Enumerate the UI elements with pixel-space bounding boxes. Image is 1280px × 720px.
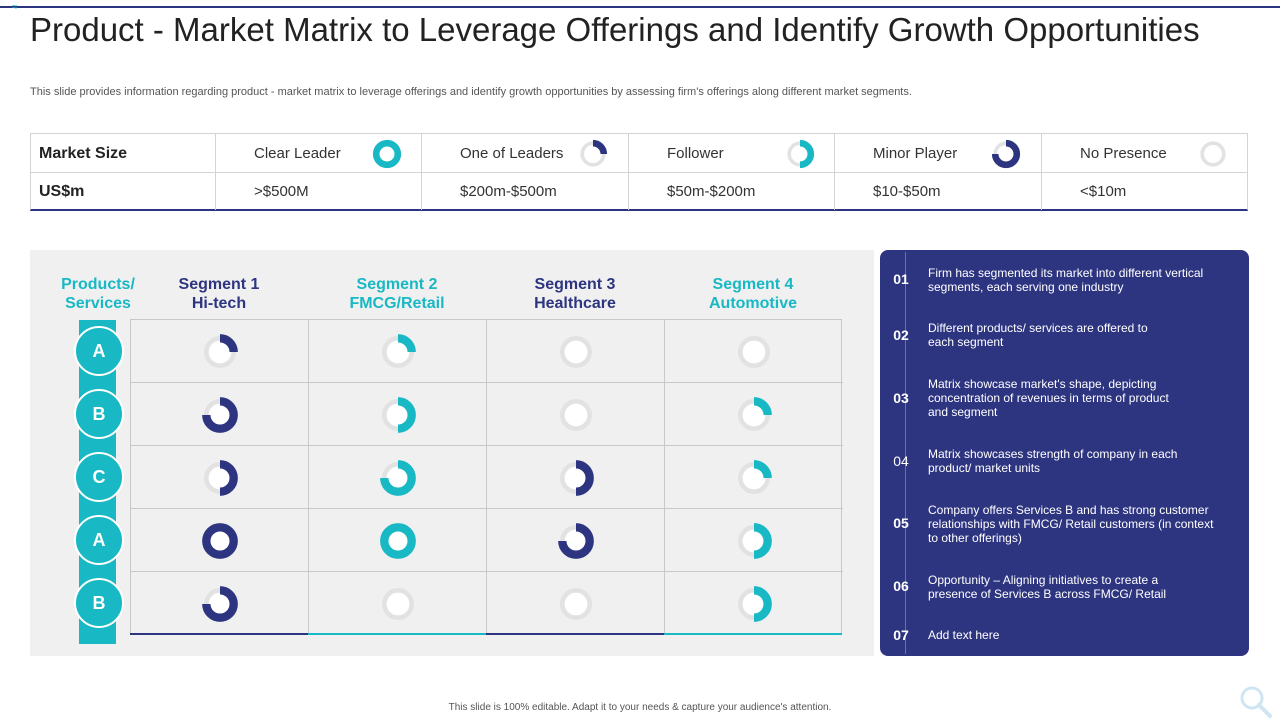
strength-ring-icon bbox=[735, 585, 773, 623]
market-value-cell bbox=[422, 172, 629, 210]
note-text: Company offers Services B and has strong customer relationships with FMCG/ Retail customers (in context to other offerings) bbox=[928, 503, 1214, 545]
market-col-no-presence bbox=[1042, 134, 1247, 172]
strength-ring-icon bbox=[201, 459, 239, 497]
segment-header-line1: Segment 1 bbox=[178, 276, 260, 293]
matrix-cell bbox=[131, 320, 309, 383]
market-value: <$10m bbox=[1080, 183, 1127, 200]
segment-header-line1: Segment 4 bbox=[712, 276, 794, 293]
strength-ring-icon bbox=[201, 522, 239, 560]
market-size-label-cell bbox=[31, 134, 216, 172]
market-col-name: One of Leaders bbox=[460, 145, 564, 162]
segment-header-line1: Segment 3 bbox=[534, 276, 616, 293]
segment-3-header bbox=[486, 275, 664, 313]
segment-1-baseline bbox=[130, 633, 308, 635]
segment-4-header bbox=[664, 275, 842, 313]
note-text: Different products/ services are offered to each segment bbox=[928, 321, 1148, 349]
matrix-cell bbox=[665, 446, 843, 509]
matrix-cell bbox=[131, 383, 309, 446]
footer-note: This slide is 100% editable. Adapt it to your needs & capture your audience's attention. bbox=[448, 702, 832, 713]
three-quarter-ring-navy-icon bbox=[991, 139, 1021, 169]
strength-ring-icon bbox=[379, 396, 417, 434]
segment-header-line2: Automotive bbox=[709, 295, 797, 312]
matrix-cell bbox=[487, 572, 665, 635]
matrix-cell bbox=[665, 572, 843, 635]
note-text: Opportunity – Aligning initiatives to create a presence of Services B across FMCG/ Retail bbox=[928, 573, 1167, 601]
note-text: Add text here bbox=[928, 628, 1000, 642]
market-value-label: US$m bbox=[39, 183, 85, 200]
market-col-follower bbox=[629, 134, 835, 172]
segment-2-header bbox=[308, 275, 486, 313]
empty-ring-icon bbox=[557, 396, 595, 434]
segment-header-line2: Healthcare bbox=[534, 295, 616, 312]
full-ring-teal-icon bbox=[372, 139, 402, 169]
strength-ring-icon bbox=[379, 459, 417, 497]
matrix-cell bbox=[309, 572, 487, 635]
market-col-name: Clear Leader bbox=[254, 145, 341, 162]
strength-ring-icon bbox=[557, 459, 595, 497]
market-value-label-cell bbox=[31, 172, 216, 210]
note-number: 02 bbox=[893, 327, 909, 343]
note-number: 05 bbox=[893, 515, 909, 531]
empty-ring-icon bbox=[557, 333, 595, 371]
market-col-name: Minor Player bbox=[873, 145, 958, 162]
note-number: 06 bbox=[893, 578, 909, 594]
empty-ring-icon bbox=[379, 585, 417, 623]
products-services-header: Products/ Services bbox=[61, 276, 135, 312]
top-rule bbox=[0, 6, 1280, 8]
note-text: Firm has segmented its market into different vertical segments, each serving one industry bbox=[928, 266, 1204, 294]
note-number: 04 bbox=[893, 453, 909, 469]
matrix-cell bbox=[131, 446, 309, 509]
matrix-cell bbox=[131, 572, 309, 635]
matrix-cell bbox=[487, 446, 665, 509]
strength-ring-icon bbox=[735, 459, 773, 497]
matrix-cell bbox=[131, 509, 309, 572]
market-value-cell bbox=[216, 172, 422, 210]
market-value-cell bbox=[629, 172, 835, 210]
strength-ring-icon bbox=[201, 585, 239, 623]
quarter-ring-navy-icon bbox=[578, 139, 608, 169]
empty-ring-icon bbox=[1198, 139, 1228, 169]
note-text: Matrix showcases strength of company in each product/ market units bbox=[928, 447, 1178, 475]
row-label-a: A bbox=[74, 326, 124, 376]
segment-2-baseline bbox=[308, 633, 486, 635]
strength-ring-icon bbox=[379, 522, 417, 560]
matrix-cell bbox=[665, 383, 843, 446]
half-ring-teal-icon bbox=[785, 139, 815, 169]
strength-ring-icon bbox=[201, 396, 239, 434]
segment-4-baseline bbox=[664, 633, 842, 635]
market-value-cell bbox=[835, 172, 1042, 210]
market-size-row bbox=[31, 134, 1247, 173]
page-subtitle: This slide provides information regarding product - market matrix to leverage offerings and identify growth opportunities by assessing firm's offerings along different market segments. bbox=[30, 86, 912, 98]
note-number: 01 bbox=[893, 271, 909, 287]
market-value: $50m-$200m bbox=[667, 183, 756, 200]
matrix-cell bbox=[487, 509, 665, 572]
strength-ring-icon bbox=[557, 522, 595, 560]
segment-header-line1: Segment 2 bbox=[356, 276, 438, 293]
market-col-clear-leader bbox=[216, 134, 422, 172]
empty-ring-icon bbox=[557, 585, 595, 623]
strength-ring-icon bbox=[379, 333, 417, 371]
note-text: Matrix showcase market's shape, depicting concentration of revenues in terms of product and segment bbox=[928, 377, 1169, 419]
market-col-name: Follower bbox=[667, 145, 724, 162]
empty-ring-icon bbox=[735, 333, 773, 371]
market-value: $10-$50m bbox=[873, 183, 941, 200]
matrix-grid bbox=[130, 319, 842, 634]
market-size-label: Market Size bbox=[39, 145, 128, 162]
market-col-one-of-leaders bbox=[422, 134, 629, 172]
row-label-c: C bbox=[74, 452, 124, 502]
strength-ring-icon bbox=[201, 333, 239, 371]
segment-header-line2: Hi-tech bbox=[191, 295, 247, 312]
strength-ring-icon bbox=[735, 522, 773, 560]
matrix-cell bbox=[309, 446, 487, 509]
market-value-row bbox=[31, 172, 1247, 210]
market-size-table bbox=[30, 133, 1248, 211]
market-col-minor-player bbox=[835, 134, 1042, 172]
corner-mark-icon: ≈ bbox=[12, 2, 18, 13]
strength-ring-icon bbox=[735, 396, 773, 434]
matrix-cell bbox=[309, 509, 487, 572]
matrix-cell bbox=[487, 383, 665, 446]
matrix-cell bbox=[309, 320, 487, 383]
row-label-a: A bbox=[74, 515, 124, 565]
market-value-cell bbox=[1042, 172, 1247, 210]
segment-header-line2: FMCG/Retail bbox=[349, 295, 445, 312]
market-value: $200m-$500m bbox=[460, 183, 557, 200]
market-col-name: No Presence bbox=[1080, 145, 1167, 162]
market-value: >$500M bbox=[254, 183, 309, 200]
matrix-cell bbox=[665, 509, 843, 572]
note-number: 03 bbox=[893, 390, 909, 406]
row-label-b: B bbox=[74, 389, 124, 439]
matrix-cell bbox=[487, 320, 665, 383]
matrix-cell bbox=[309, 383, 487, 446]
page-title: Product - Market Matrix to Leverage Offerings and Identify Growth Opportunities bbox=[30, 11, 1200, 48]
zoom-icon[interactable] bbox=[1238, 684, 1274, 720]
note-number: 07 bbox=[893, 627, 909, 643]
segment-3-baseline bbox=[486, 633, 664, 635]
segment-1-header bbox=[130, 275, 308, 313]
matrix-cell bbox=[665, 320, 843, 383]
row-label-b: B bbox=[74, 578, 124, 628]
